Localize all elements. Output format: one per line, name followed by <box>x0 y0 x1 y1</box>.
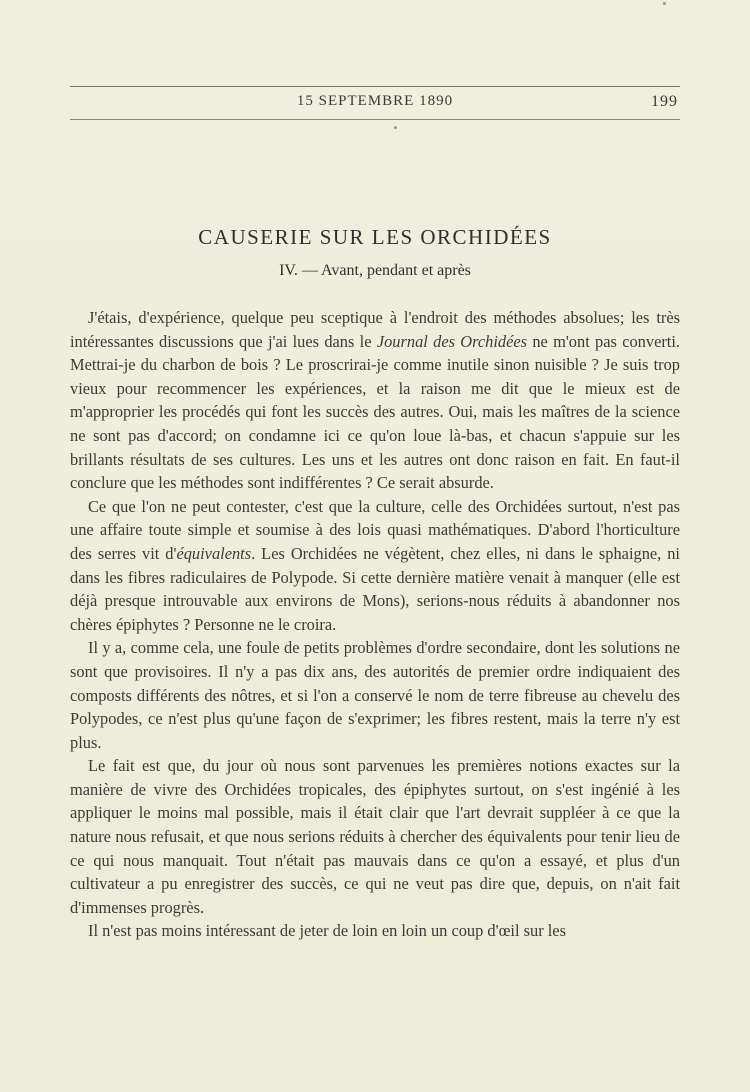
paragraph-text: Le fait est que, du jour où nous sont parvenues les premières notions exactes sur la manière de vivre des Orchidées tropicales, des épiphytes surtout, on s'est ingénié à les appliquer le moins mal possible, mais il était clair que l'art devrait suppléer à ce que la nature nous refusait, et que nous serions réduits à chercher des équivalents pour tenir lieu de ce qui nous manquait. Tout n'était pas mauvais dans ce qu'on a essayé, et plus d'un cultivateur a pu enregistrer des succès, ce qui ne veut pas dire que, depuis, on n'ait fait d'immenses progrès. <box>70 756 680 917</box>
paragraph <box>70 636 680 754</box>
paragraph-text: Il y a, comme cela, une foule de petits problèmes d'ordre secondaire, dont les solutions ne sont que provisoires. Il n'y a pas dix ans, des autorités de premier ordre indiquaient des composts différents des nôtres, et si l'on a conservé le nom de terre fibreuse au chevelu des Polypodes, ce n'est plus qu'une façon de s'exprimer; les fibres restent, mais la terre n'y est plus. <box>70 638 680 752</box>
page-number: 199 <box>651 93 678 110</box>
equivalents-italic: équivalents <box>176 543 252 563</box>
header-rule-bottom <box>70 119 680 120</box>
article-subtitle: IV. — Avant, pendant et après <box>279 262 471 279</box>
paragraph-text: Il n'est pas moins intéressant de jeter de loin en loin un coup d'œil sur les <box>88 921 566 941</box>
paragraph <box>70 306 680 495</box>
header-rule-top <box>70 86 680 87</box>
journal-title-italic: Journal des Orchidées <box>376 331 528 351</box>
paragraph-text: J'étais, d'expérience, quelque peu sceptique à l'endroit des méthodes absolues; les très intéressantes discussions que j'ai lues dans le <box>70 308 680 351</box>
paragraph-text: . Les Orchidées ne végètent, chez elles, ni dans le sphaigne, ni dans les fibres radiculaires de Polypode. Si cette dernière matière venait à manquer (elle est déjà presque introuvable aux environs de Mons), serions-nous réduits à abandonner nos chères épiphytes ? Personne ne le croira. <box>70 543 680 634</box>
paragraph-text: ne m'ont pas converti. Mettrai-je du charbon de bois ? Le proscrirai-je comme inutile sinon nuisible ? Je suis trop vieux pour recommencer les expériences, et la raison me dit que le mieux est de m'approprier les procédés qui font les succès des autres. Oui, mais les maîtres de la science ne sont pas d'accord; on condamne ici ce qu'on loue là-bas, et chacun s'appuie sur les brillants résultats de ses cultures. Les uns et les autres ont donc raison en fait. En faut-il conclure que les méthodes sont indifférentes ? Ce serait absurde. <box>70 331 681 493</box>
page-speck <box>394 126 397 129</box>
article-title: CAUSERIE SUR LES ORCHIDÉES <box>198 225 552 249</box>
header-date: 15 SEPTEMBRE 1890 <box>296 93 454 109</box>
paragraph <box>70 754 680 919</box>
page-speck <box>663 2 666 5</box>
paragraph <box>70 919 680 943</box>
paragraph-text: Ce que l'on ne peut contester, c'est que la culture, celle des Orchidées surtout, n'est pas une affaire toute simple et soumise à des lois quasi mathématiques. D'abord l'horticulture des serres vit d' <box>70 496 680 563</box>
article-body <box>70 306 680 943</box>
paragraph <box>70 495 680 637</box>
